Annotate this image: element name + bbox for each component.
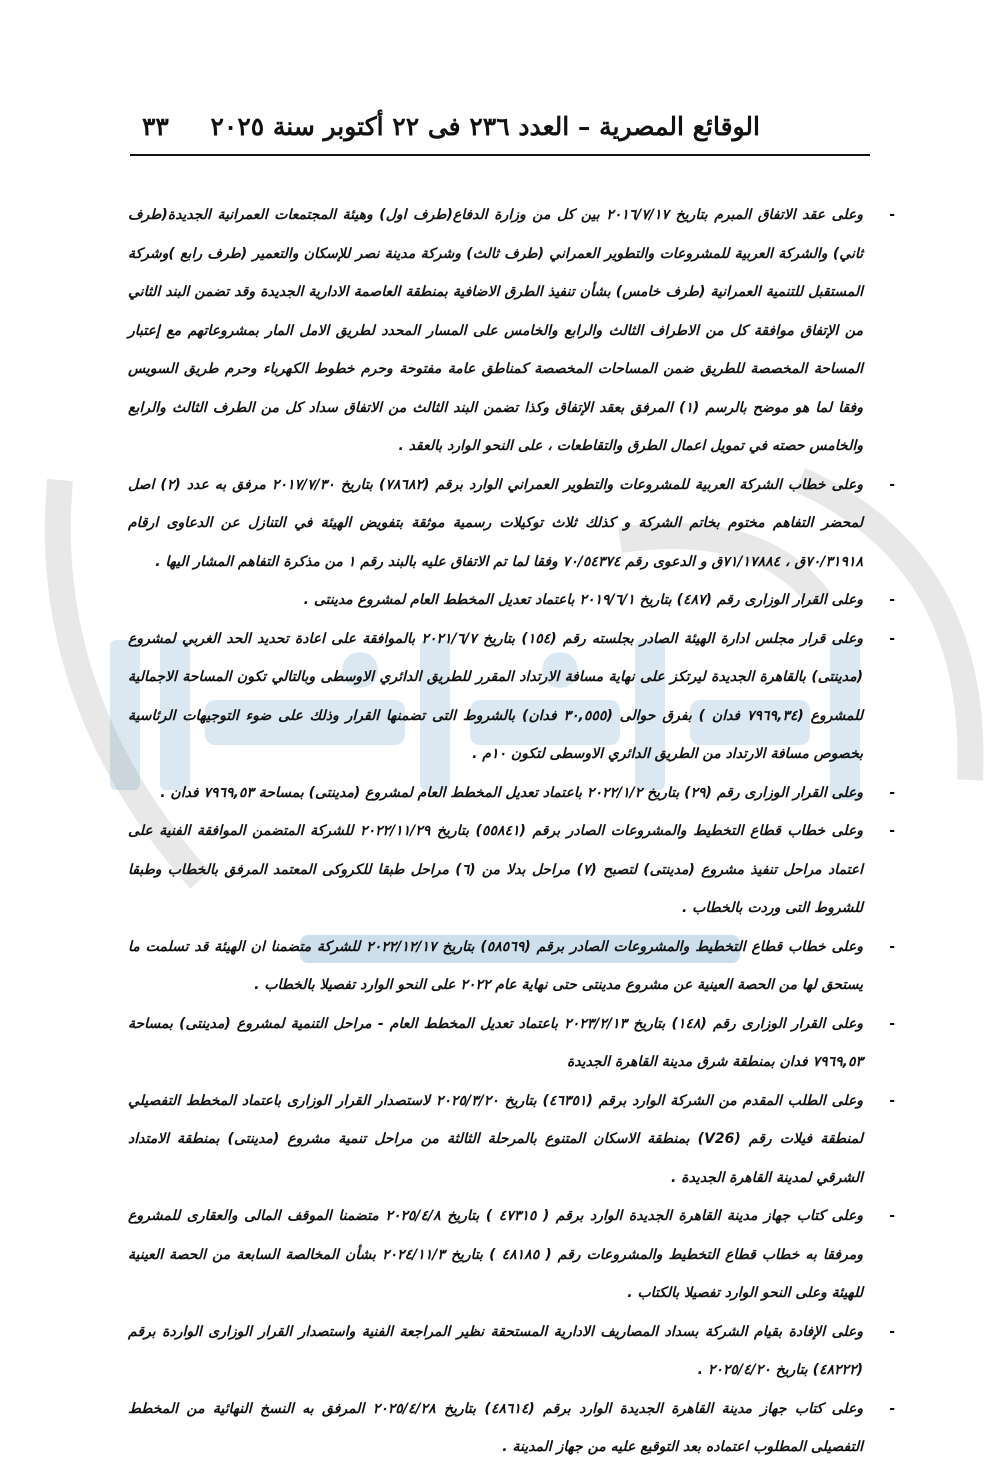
paragraph-text: وعلى الإفادة بقيام الشركة بسداد المصاريف الادارية المستحقة نظير المراجعة الفنية واستصدار القرار الوزارى الواردة برقم (٤٨٢٢٢) بتاريخ ٢٠٢٥/٤/٢٠ . <box>128 1323 863 1378</box>
paragraph-text: وعلى عقد الاتفاق المبرم بتاريخ ٢٠١٦/٧/١٧ بين كل من وزارة الدفاع(طرف اول) وهيئة المجتمعات العمرانية الجديدة(طرف ثاني) والشركة العربية للمشروعات والتطوير العمراني (طرف ثالث) وشركة مدينة نصر للإسكان والتعمير (طرف رابع )وشركة المستقبل للتنمية العمرانية (طرف خامس) بشأن تنفيذ الطرق الاضافية بمنطقة العاصمة الادارية الجديدة وقد تضمن البند الثاني من الإتفاق موافقة كل من الاطراف الثالث والرابع والخامس على المسار المحدد لطريق الامل المار بمشروعاتهم مع إعتبار المساحة المخصصة للطريق ضمن المساحات المخصصة كمناطق عامة مفتوحة وحرم خطوط الكهرباء وحرم طريق السويس وفقا لما هو موضح بالرسم (١) المرفق بعقد الإتفاق وكذا تضمن البند الثالث من الاتفاق سداد كل من الطرف الثالث والرابع والخامس حصته في تمويل اعمال الطرق والتقاطعات ، على النحو الوارد بالعقد . <box>128 207 863 454</box>
paragraph-text: وعلى خطاب الشركة العربية للمشروعات والتطوير العمراني الوارد برقم (٧٨٦٨٢) بتاريخ ٢٠١٧/٧/٣٠ مرفق به عدد (٢) اصل لمحضر التفاهم مختوم بخاتم الشركة و كذلك ثلاث توكيلات رسمية موثقة بتفويض الهيئة في التنازل عن الدعاوى ارقام ٧٠/٣١٩١٨ق ، ٧١/١٧٨٨٤ق و الدعوى رقم ٧٠/٥٤٣٧٤ وفقا لما تم الاتفاق عليه بالبند رقم ١ من مذكرة التفاهم المشار اليها . <box>128 476 864 570</box>
paragraph-text: وعلى الطلب المقدم من الشركة الوارد برقم (٤٦٣٥١) بتاريخ ٢٠٢٥/٣/٢٠ لاستصدار القرار الوزارى باعتماد المخطط التفصيلي لمنطقة فيلات رقم (V26) بمنطقة الاسكان المتنوع بالمرحلة الثالثة من مراحل تنمية مشروع (مدينتى) بمنطقة الامتداد الشرقي لمدينة القاهرة الجديدة . <box>128 1092 864 1186</box>
page-number: ٣٣ <box>142 112 169 141</box>
paragraph-1: - وعلى عقد الاتفاق المبرم بتاريخ ٢٠١٦/٧/١٧ بين كل من وزارة الدفاع(طرف اول) وهيئة المجتمعات العمرانية الجديدة(طرف ثاني) والشركة العربية للمشروعات والتطوير العمراني (طرف ثالث) وشركة مدينة نصر للإسكان والتعمير (طرف رابع )وشركة المستقبل للتنمية العمرانية (طرف خامس) بشأن تنفيذ الطرق الاضافية بمنطقة العاصمة الادارية الجديدة وقد تضمن البند الثاني من الإتفاق موافقة كل من الاطراف الثالث والرابع والخامس على المسار المحدد لطريق الامل المار بمشروعاتهم مع إعتبار المساحة المخصصة للطريق ضمن المساحات المخصصة كمناطق عامة مفتوحة وحرم خطوط الكهرباء وحرم طريق السويس وفقا لما هو موضح بالرسم (١) المرفق بعقد الإتفاق وكذا تضمن البند الثالث من الاتفاق سداد كل من الطرف الثالث والرابع والخامس حصته في تمويل اعمال الطرق والتقاطعات ، على النحو الوارد بالعقد . <box>128 207 895 454</box>
paragraph-text: وعلى القرار الوزارى رقم (٢٩) بتاريخ ٢٠٢٢/١/٢ باعتماد تعديل المخطط العام لمشروع (مدينتى) بمساحة ٧٩٦٩,٥٣ فدان . <box>160 784 863 801</box>
paragraph-text: وعلى كتاب جهاز مدينة القاهرة الجديدة الوارد برقم ( ٤٧٣١٥ ) بتاريخ ٢٠٢٥/٤/٨ متضمنا الموقف المالى والعقارى للمشروع ومرفقا به خطاب قطاع التخطيط والمشروعات رقم ( ٤٨١٨٥ ) بتاريخ ٢٠٢٤/١١/٣ بشأن المخالصة السابعة من الحصة العينية للهيئة وعلى النحو الوارد تفصيلا بالكتاب . <box>128 1208 864 1301</box>
paragraph-11: - وعلى الإفادة بقيام الشركة بسداد المصاريف الادارية المستحقة نظير المراجعة الفنية واستصدار القرار الوزارى الواردة برقم (٤٨٢٢٢) بتاريخ ٢٠٢٥/٤/٢٠ . <box>128 1323 895 1378</box>
paragraph-4: - وعلى قرار مجلس ادارة الهيئة الصادر بجلسته رقم (١٥٤) بتاريخ ٢٠٢١/٦/٧ بالموافقة على اعادة تحديد الحد الغربي لمشروع (مدينتى) بالقاهرة الجديدة ليرتكز على نهاية مسافة الارتداد المقرر للطريق الدائري الاوسطى وبالتالي تكون المساحة الاجمالية للمشروع (٧٩٦٩,٣٤ فدان ) بفرق حوالى (٣٠,٥٥٥ فدان) بالشروط التى تضمنها القرار وذلك على ضوء التوجيهات الرئاسية بخصوص مسافة الارتداد من الطريق الدائري الاوسطى لتكون ١٠م . <box>128 630 895 762</box>
paragraph-7: - وعلى خطاب قطاع التخطيط والمشروعات الصادر برقم (٥٨٥٦٩) بتاريخ ٢٠٢٢/١٢/١٧ للشركة متضمنا ان الهيئة قد تسلمت ما يستحق لها من الحصة العينية عن مشروع مدينتى حتى نهاية عام ٢٠٢٢ على النحو الوارد تفصيلا بالخطاب . <box>128 938 895 993</box>
paragraph-text: وعلى القرار الوزارى رقم (١٤٨) بتاريخ ٢٠٢٣/٢/١٣ باعتماد تعديل المخطط العام - مراحل التنمية لمشروع (مدينتى) بمساحة ٧٩٦٩,٥٣ فدان بمنطقة شرق مدينة القاهرة الجديدة <box>128 1015 863 1070</box>
paragraph-text: وعلى خطاب قطاع التخطيط والمشروعات الصادر برقم (٥٥٨٤١) بتاريخ ٢٠٢٢/١١/٢٩ للشركة المتضمن الموافقة الفنية على اعتماد مراحل تنفيذ مشروع (مدينتى) لتصبح (٧) مراحل بدلا من (٦) مراحل طبقا للكروكى المعتمد المرفق بالخطاب وطبقا للشروط التى وردت بالخطاب . <box>128 823 864 916</box>
paragraph-text: وعلى القرار الوزارى رقم (٤٨٧) بتاريخ ٢٠١٩/٦/١ باعتماد تعديل المخطط العام لمشروع مدينتى . <box>303 592 863 608</box>
page-header <box>130 108 870 156</box>
header-title: الوقائع المصرية – العدد ٢٣٦ فى ٢٢ أكتوبر سنة ٢٠٢٥ <box>210 112 760 141</box>
paragraph-10: - وعلى كتاب جهاز مدينة القاهرة الجديدة الوارد برقم ( ٤٧٣١٥ ) بتاريخ ٢٠٢٥/٤/٨ متضمنا الموقف المالى والعقارى للمشروع ومرفقا به خطاب قطاع التخطيط والمشروعات رقم ( ٤٨١٨٥ ) بتاريخ ٢٠٢٤/١١/٣ بشأن المخالصة السابعة من الحصة العينية للهيئة وعلى النحو الوارد تفصيلا بالكتاب . <box>128 1208 895 1301</box>
paragraph-text: وعلى كتاب جهاز مدينة القاهرة الجديدة الوارد برقم (٤٨٦١٤) بتاريخ ٢٠٢٥/٤/٢٨ المرفق به النسخ النهائية من المخطط التفصيلى المطلوب اعتماده بعد التوقيع عليه من جهاز المدينة . <box>128 1400 863 1455</box>
paragraph-6: - وعلى خطاب قطاع التخطيط والمشروعات الصادر برقم (٥٥٨٤١) بتاريخ ٢٠٢٢/١١/٢٩ للشركة المتضمن الموافقة الفنية على اعتماد مراحل تنفيذ مشروع (مدينتى) لتصبح (٧) مراحل بدلا من (٦) مراحل طبقا للكروكى المعتمد المرفق بالخطاب وطبقا للشروط التى وردت بالخطاب . <box>128 823 895 916</box>
paragraph-text: وعلى قرار مجلس ادارة الهيئة الصادر بجلسته رقم (١٥٤) بتاريخ ٢٠٢١/٦/٧ بالموافقة على اعادة تحديد الحد الغربي لمشروع (مدينتى) بالقاهرة الجديدة ليرتكز على نهاية مسافة الارتداد المقرر للطريق الدائري الاوسطى وبالتالي تكون المساحة الاجمالية للمشروع (٧٩٦٩,٣٤ فدان ) بفرق حوالى (٣٠,٥٥٥ فدان) بالشروط التى تضمنها القرار وذلك على ضوء التوجيهات الرئاسية بخصوص مسافة الارتداد من الطريق الدائري الاوسطى لتكون ١٠م . <box>128 630 864 762</box>
paragraph-5: - وعلى القرار الوزارى رقم (٢٩) بتاريخ ٢٠٢٢/١/٢ باعتماد تعديل المخطط العام لمشروع (مدينتى) بمساحة ٧٩٦٩,٥٣ فدان . <box>160 784 895 801</box>
paragraph-12: - وعلى كتاب جهاز مدينة القاهرة الجديدة الوارد برقم (٤٨٦١٤) بتاريخ ٢٠٢٥/٤/٢٨ المرفق به النسخ النهائية من المخطط التفصيلى المطلوب اعتماده بعد التوقيع عليه من جهاز المدينة . <box>128 1400 895 1455</box>
paragraph-9: - وعلى الطلب المقدم من الشركة الوارد برقم (٤٦٣٥١) بتاريخ ٢٠٢٥/٣/٢٠ لاستصدار القرار الوزارى باعتماد المخطط التفصيلي لمنطقة فيلات رقم (V26) بمنطقة الاسكان المتنوع بالمرحلة الثالثة من مراحل تنمية مشروع (مدينتى) بمنطقة الامتداد الشرقي لمدينة القاهرة الجديدة . <box>128 1092 895 1186</box>
paragraph-2: - وعلى خطاب الشركة العربية للمشروعات والتطوير العمراني الوارد برقم (٧٨٦٨٢) بتاريخ ٢٠١٧/٧/٣٠ مرفق به عدد (٢) اصل لمحضر التفاهم مختوم بخاتم الشركة و كذلك ثلاث توكيلات رسمية موثقة بتفويض الهيئة في التنازل عن الدعاوى ارقام ٧٠/٣١٩١٨ق ، ٧١/١٧٨٨٤ق و الدعوى رقم ٧٠/٥٤٣٧٤ وفقا لما تم الاتفاق عليه بالبند رقم ١ من مذكرة التفاهم المشار اليها . <box>128 476 895 570</box>
document-body <box>128 196 895 1467</box>
paragraph-3: - وعلى القرار الوزارى رقم (٤٨٧) بتاريخ ٢٠١٩/٦/١ باعتماد تعديل المخطط العام لمشروع مدينتى . <box>303 592 895 608</box>
paragraph-8: - وعلى القرار الوزارى رقم (١٤٨) بتاريخ ٢٠٢٣/٢/١٣ باعتماد تعديل المخطط العام - مراحل التنمية لمشروع (مدينتى) بمساحة ٧٩٦٩,٥٣ فدان بمنطقة شرق مدينة القاهرة الجديدة <box>128 1015 895 1070</box>
paragraph-text: وعلى خطاب قطاع التخطيط والمشروعات الصادر برقم (٥٨٥٦٩) بتاريخ ٢٠٢٢/١٢/١٧ للشركة متضمنا ان الهيئة قد تسلمت ما يستحق لها من الحصة العينية عن مشروع مدينتى حتى نهاية عام ٢٠٢٢ على النحو الوارد تفصيلا بالخطاب . <box>128 938 863 993</box>
